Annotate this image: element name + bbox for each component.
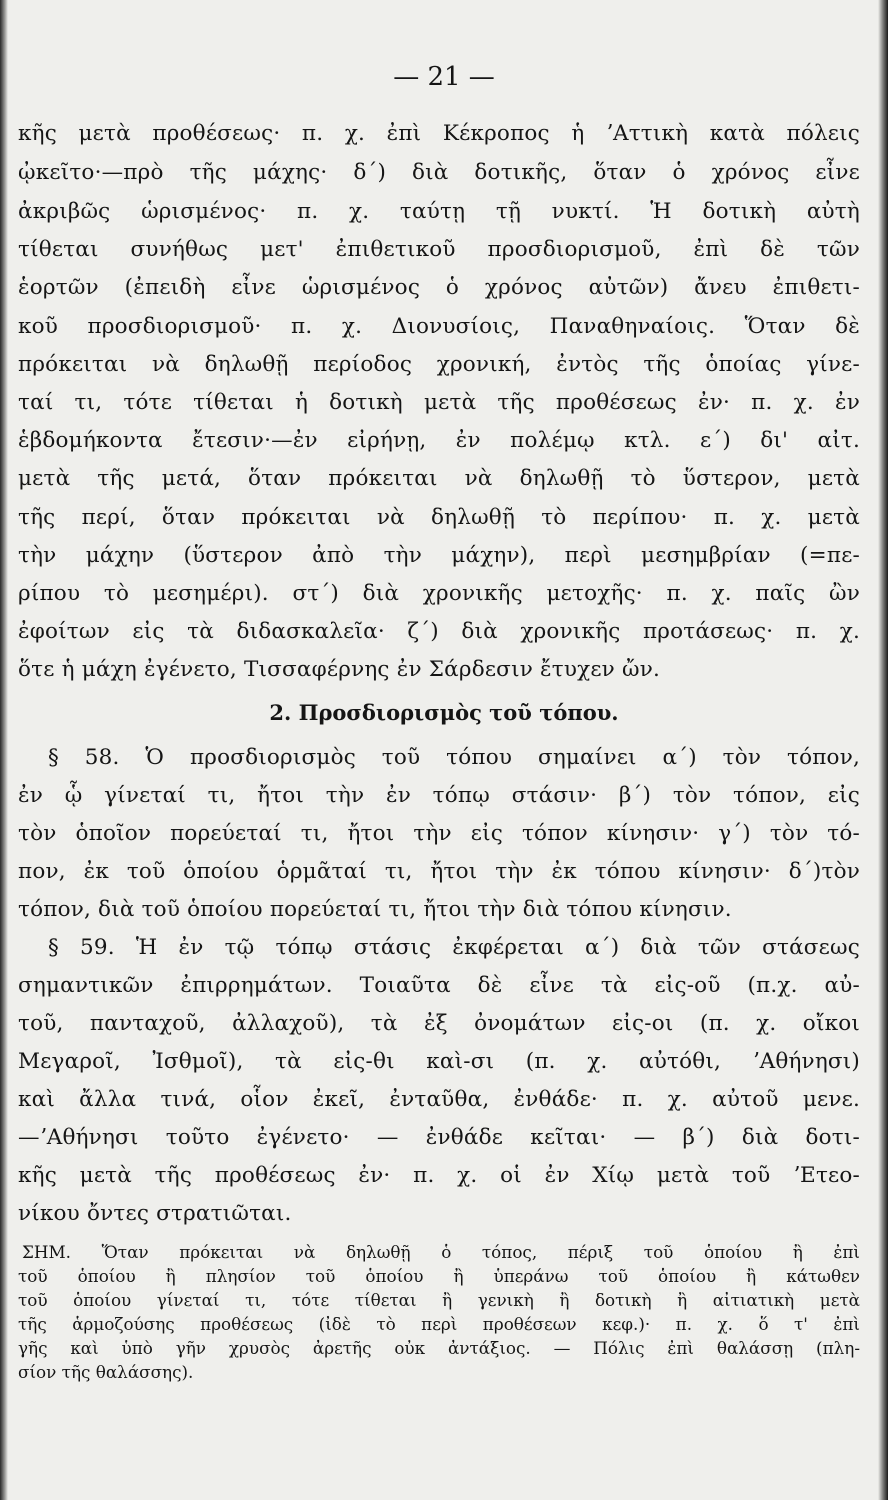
page-number: — 21 —	[393, 62, 495, 92]
text-line: πρόκειται νὰ δηλωθῇ περίοδος χρονική, ἐντὸς τῆς ὁποίας γίνε-	[18, 352, 860, 377]
note-line: γῆς καὶ ὑπὸ γῆν χρυσὸς ἀρετῆς οὐκ ἀντάξιος. — Πόλις ἐπὶ θαλάσσῃ (πλη-	[18, 1338, 860, 1358]
page-edge-left	[0, 0, 8, 1500]
text-line: σημαντικῶν ἐπιρρημάτων. Τοιαῦτα δὲ εἶνε τὰ εἰς-οῦ (π.χ. αὐ-	[18, 973, 860, 998]
text-line: τοῦ, πανταχοῦ, ἀλλαχοῦ), τὰ ἐξ ὀνομάτων εἰς-οι (π. χ. οἴκοι	[18, 1011, 860, 1036]
text-line: § 58. Ὁ προσδιορισμὸς τοῦ τόπου σημαίνει α΄) τὸν τόπον,	[48, 745, 860, 770]
section-heading: 2. Προσδιορισμὸς τοῦ τόπου.	[269, 700, 619, 725]
note-line: σίον τῆς θαλάσσης).	[18, 1362, 194, 1382]
text-line: μετὰ τῆς μετά, ὅταν πρόκειται νὰ δηλωθῇ τὸ ὕστερον, μετὰ	[18, 466, 860, 491]
text-line: τὸν ὁποῖον πορεύεταί τι, ἤτοι τὴν εἰς τόπον κίνησιν· γ΄) τὸν τό-	[18, 821, 860, 846]
text-line: ἐφοίτων εἰς τὰ διδασκαλεῖα· ζ΄) διὰ χρονικῆς προτάσεως· π. χ.	[18, 619, 860, 644]
text-line: ὅτε ἡ μάχη ἐγένετο, Τισσαφέρνης ἐν Σάρδεσιν ἔτυχεν ὤν.	[18, 657, 661, 682]
note-line: τοῦ ὁποίου ἢ πλησίον τοῦ ὁποίου ἢ ὑπεράνω τοῦ ὁποίου ἢ κάτωθεν	[18, 1266, 860, 1286]
text-line: ᾠκεῖτο·—πρὸ τῆς μάχης· δ΄) διὰ δοτικῆς, ὅταν ὁ χρόνος εἶνε	[18, 160, 860, 185]
text-line: κοῦ προσδιορισμοῦ· π. χ. Διονυσίοις, Παναθηναίοις. Ὅταν δὲ	[18, 314, 860, 339]
text-line: καὶ ἄλλα τινά, οἷον ἐκεῖ, ἐνταῦθα, ἐνθάδε· π. χ. αὐτοῦ μενε.	[18, 1087, 860, 1112]
note-line: τῆς ἁρμοζούσης προθέσεως (ἰδὲ τὸ περὶ προθέσεων κεφ.)· π. χ. ὅ τ' ἐπὶ	[18, 1314, 860, 1334]
text-line: ἐν ᾧ γίνεταί τι, ἤτοι τὴν ἐν τόπῳ στάσιν· β΄) τὸν τόπον, εἰς	[18, 783, 860, 808]
text-line: § 59. Ἡ ἐν τῷ τόπῳ στάσις ἐκφέρεται α΄) διὰ τῶν στάσεως	[48, 935, 860, 960]
text-line: ἑβδομήκοντα ἔτεσιν·—ἐν εἰρήνῃ, ἐν πολέμῳ κτλ. ε΄) δι' αἰτ.	[18, 428, 860, 453]
text-line: τῆς περί, ὅταν πρόκειται νὰ δηλωθῇ τὸ περίπου· π. χ. μετὰ	[18, 505, 860, 530]
note-line: ΣΗΜ. Ὅταν πρόκειται νὰ δηλωθῇ ὁ τόπος, πέριξ τοῦ ὁποίου ἢ ἐπὶ	[22, 1242, 860, 1262]
note-line: τοῦ ὁποίου γίνεταί τι, τότε τίθεται ἢ γενικὴ ἢ δοτικὴ ἢ αἰτιατικὴ μετὰ	[18, 1290, 860, 1310]
text-line: κῆς μετὰ προθέσεως· π. χ. ἐπὶ Κέκροπος ἡ ʼΑττικὴ κατὰ πόλεις	[18, 121, 860, 146]
text-line: ἀκριβῶς ὡρισμένος· π. χ. ταύτῃ τῇ νυκτί. Ἡ δοτικὴ αὐτὴ	[18, 199, 860, 224]
text-line: Μεγαροῖ, Ἰσθμοῖ), τὰ εἰς-θι καὶ-σι (π. χ. αὐτόθι, ʼΑθήνησι)	[18, 1049, 860, 1074]
text-line: ρίπου τὸ μεσημέρι). στ΄) διὰ χρονικῆς μετοχῆς· π. χ. παῖς ὢν	[18, 581, 860, 606]
text-line: τὴν μάχην (ὕστερον ἀπὸ τὴν μάχην), περὶ μεσημβρίαν (=πε-	[18, 543, 860, 568]
text-line: —ʼΑθήνησι τοῦτο ἐγένετο· — ἐνθάδε κεῖται· — β΄) διὰ δοτι-	[18, 1125, 860, 1150]
page-edge-right	[878, 0, 888, 1500]
text-line: πον, ἐκ τοῦ ὁποίου ὁρμᾶταί τι, ἤτοι τὴν ἐκ τόπου κίνησιν· δ΄)τὸν	[18, 859, 860, 884]
text-line: τόπον, διὰ τοῦ ὁποίου πορεύεταί τι, ἤτοι τὴν διὰ τόπου κίνησιν.	[18, 897, 732, 922]
text-line: τίθεται συνήθως μετ' ἐπιθετικοῦ προσδιορισμοῦ, ἐπὶ δὲ τῶν	[18, 237, 860, 262]
text-line: ταί τι, τότε τίθεται ἡ δοτικὴ μετὰ τῆς προθέσεως ἐν· π. χ. ἐν	[18, 390, 860, 415]
text-line: κῆς μετὰ τῆς προθέσεως ἐν· π. χ. οἱ ἐν Χίῳ μετὰ τοῦ ʼΕτεο-	[18, 1163, 860, 1188]
text-line: ἑορτῶν (ἐπειδὴ εἶνε ὡρισμένος ὁ χρόνος αὐτῶν) ἄνευ ἐπιθετι-	[18, 275, 860, 300]
text-line: νίκου ὄντες στρατιῶται.	[18, 1201, 292, 1226]
